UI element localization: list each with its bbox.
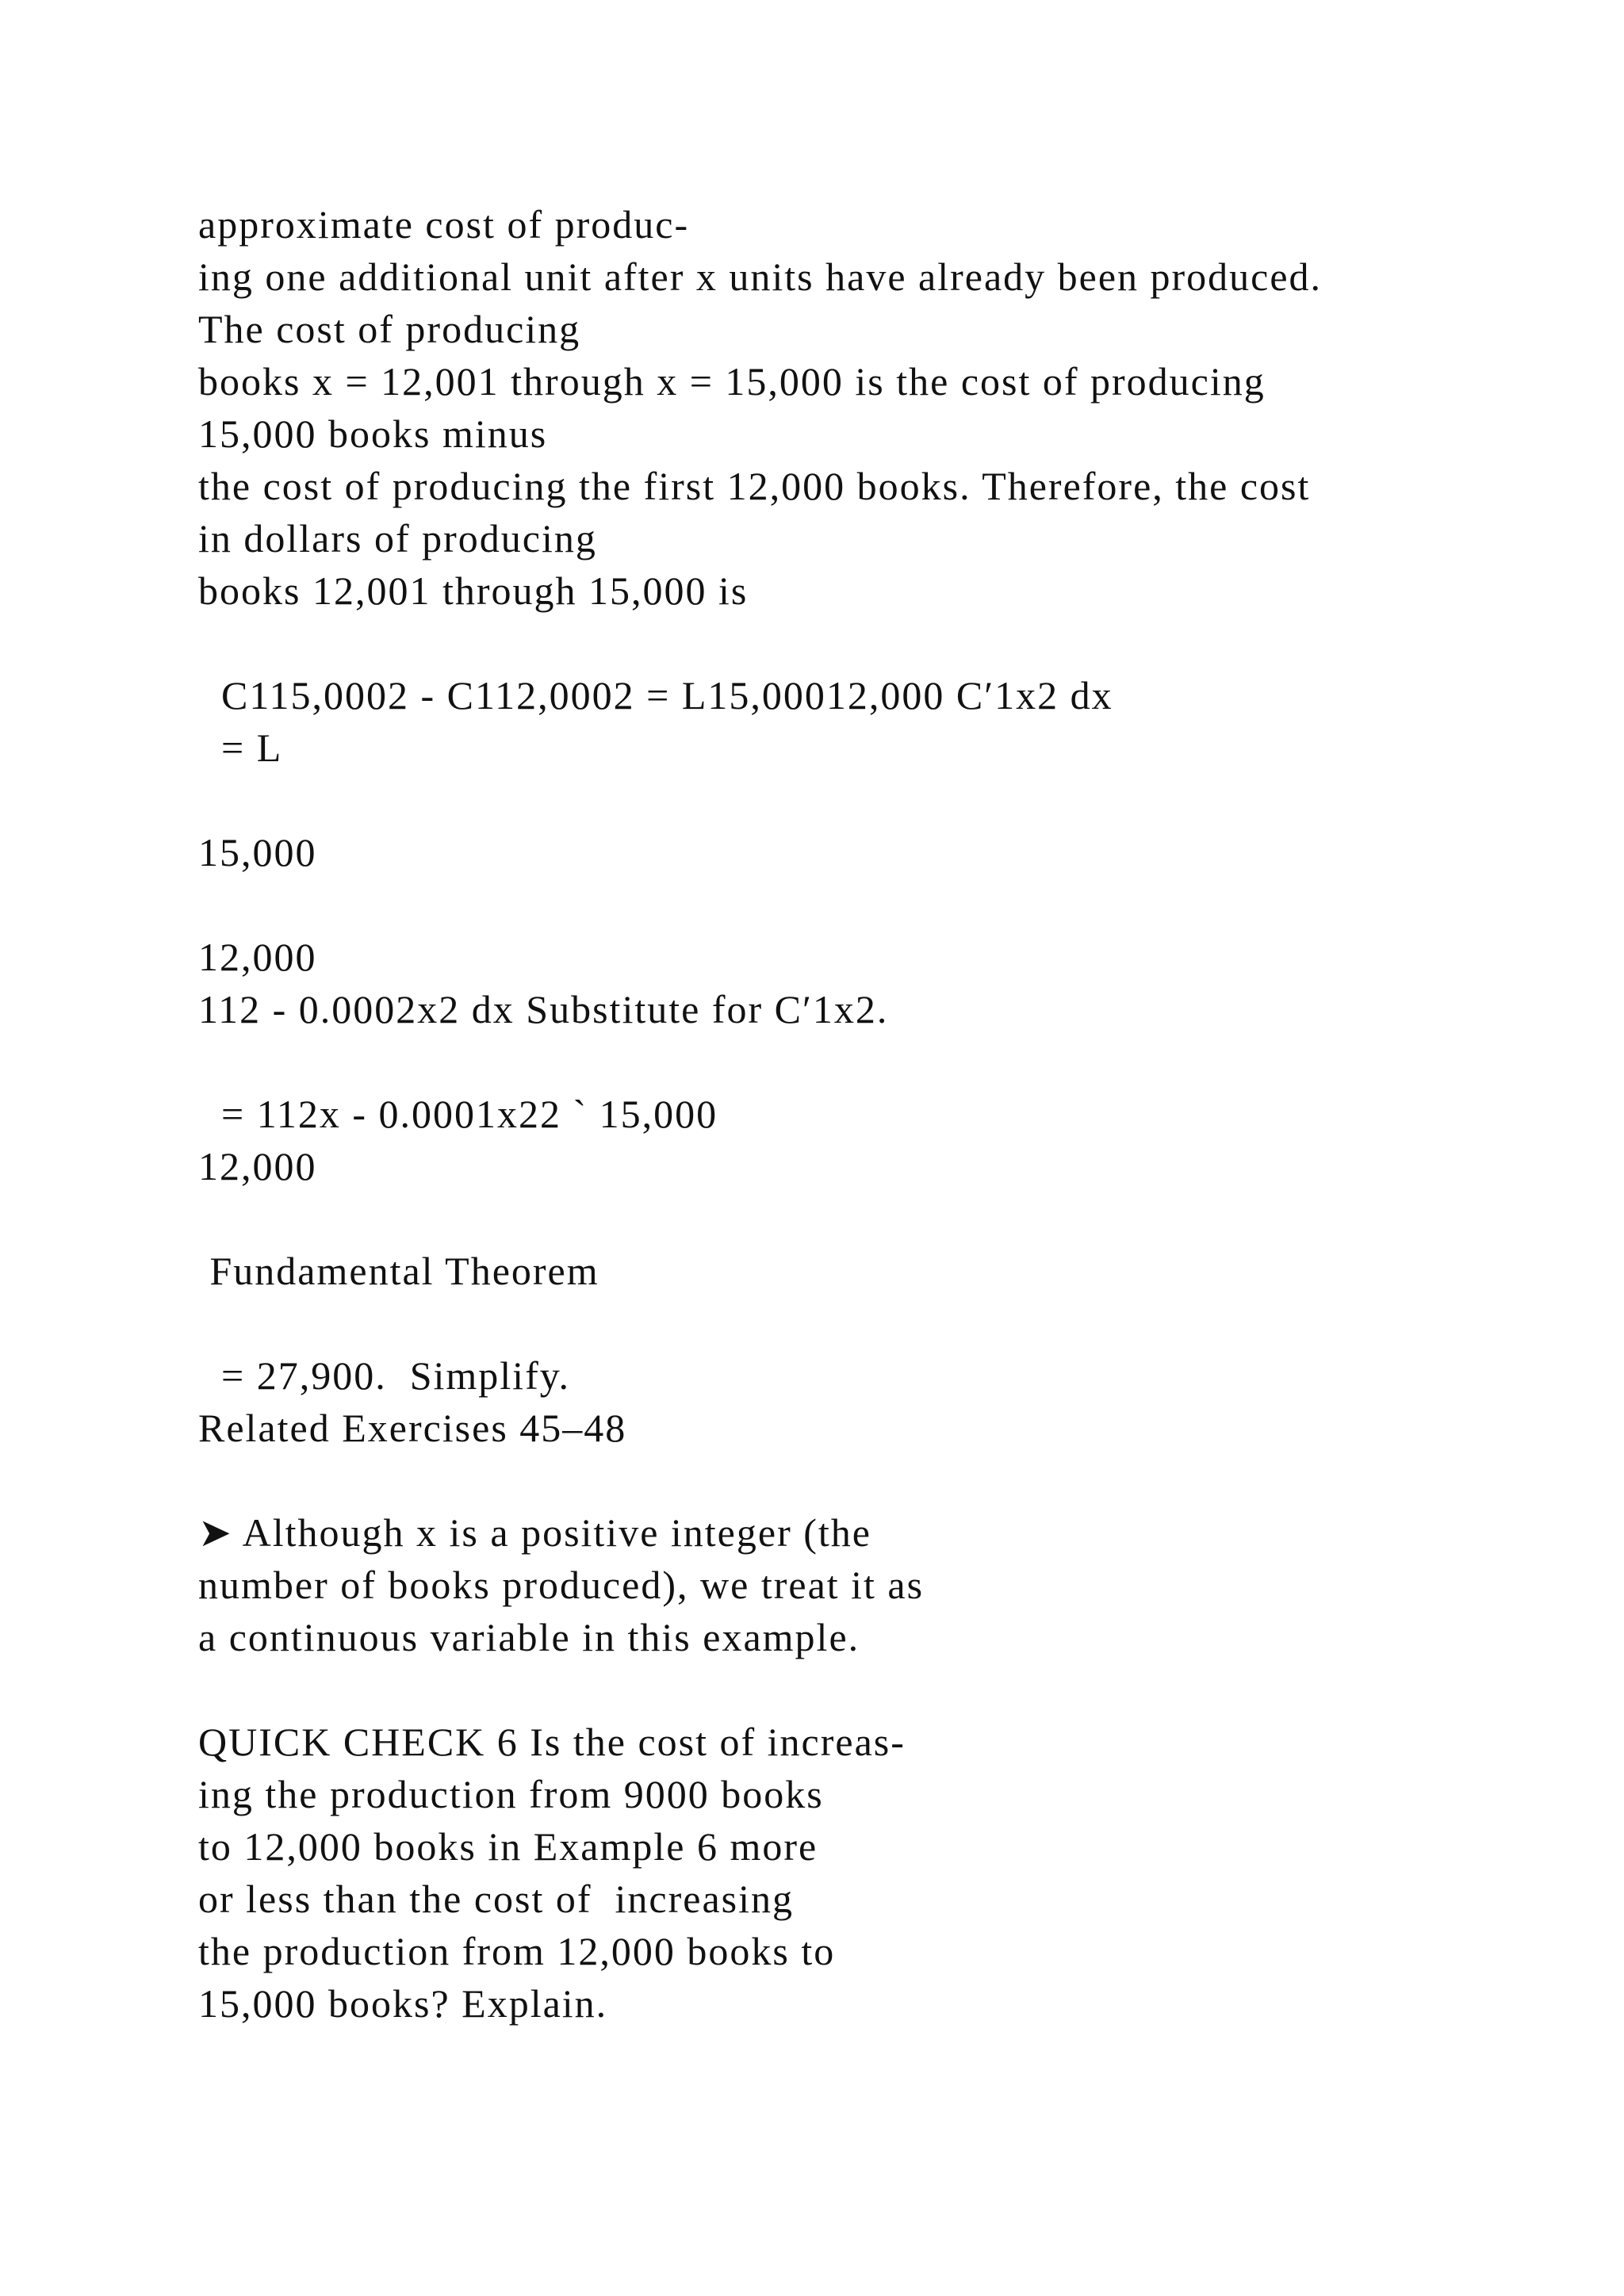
equation-line: = L xyxy=(198,725,283,770)
blank-line xyxy=(198,878,1499,931)
blank-line xyxy=(198,617,1499,669)
blank-line xyxy=(198,1663,1499,1716)
blank-line xyxy=(198,1035,1499,1088)
blank-line xyxy=(198,1297,1499,1349)
quick-check-line: QUICK CHECK 6 Is the cost of increas- xyxy=(198,1720,906,1764)
equation-line: 12,000 xyxy=(198,935,317,979)
equation-line: 112 - 0.0002x2 dx Substitute for C′1x2. xyxy=(198,987,889,1031)
quick-check-line: 15,000 books? Explain. xyxy=(198,1981,608,2026)
text-line: 15,000 books minus xyxy=(198,411,548,456)
equation-line: 12,000 xyxy=(198,1144,317,1188)
text-line: The cost of producing xyxy=(198,307,581,351)
quick-check-line: or less than the cost of increasing xyxy=(198,1877,794,1921)
quick-check-line: ing the production from 9000 books xyxy=(198,1772,824,1816)
text-line: the cost of producing the first 12,000 books. Therefore, the cost xyxy=(198,464,1311,508)
blank-line xyxy=(198,1192,1499,1245)
blank-line xyxy=(198,1454,1499,1506)
text-line: in dollars of producing xyxy=(198,516,597,561)
equation-line: C115,0002 - C112,0002 = L15,00012,000 C′1x2 dx xyxy=(198,673,1113,718)
document-page xyxy=(198,198,1499,2030)
equation-line: = 27,900. Simplify. xyxy=(198,1353,570,1398)
margin-note-line: number of books produced), we treat it as xyxy=(198,1563,925,1607)
equation-line: = 112x - 0.0001x22 ` 15,000 xyxy=(198,1092,718,1136)
quick-check-line: to 12,000 books in Example 6 more xyxy=(198,1824,818,1869)
equation-line: 15,000 xyxy=(198,830,317,874)
quick-check-line: the production from 12,000 books to xyxy=(198,1929,836,1973)
text-line: ing one additional unit after x units have already been produced. xyxy=(198,254,1323,299)
margin-note-line: ➤ Although x is a positive integer (the xyxy=(198,1510,871,1555)
text-line: books 12,001 through 15,000 is xyxy=(198,568,749,613)
margin-note-line: a continuous variable in this example. xyxy=(198,1615,860,1659)
text-line: approximate cost of produc- xyxy=(198,202,690,247)
annotation-line: Fundamental Theorem xyxy=(198,1249,599,1293)
related-exercises-line: Related Exercises 45–48 xyxy=(198,1406,627,1450)
text-line: books x = 12,001 through x = 15,000 is the cost of producing xyxy=(198,359,1266,404)
blank-line xyxy=(198,774,1499,826)
